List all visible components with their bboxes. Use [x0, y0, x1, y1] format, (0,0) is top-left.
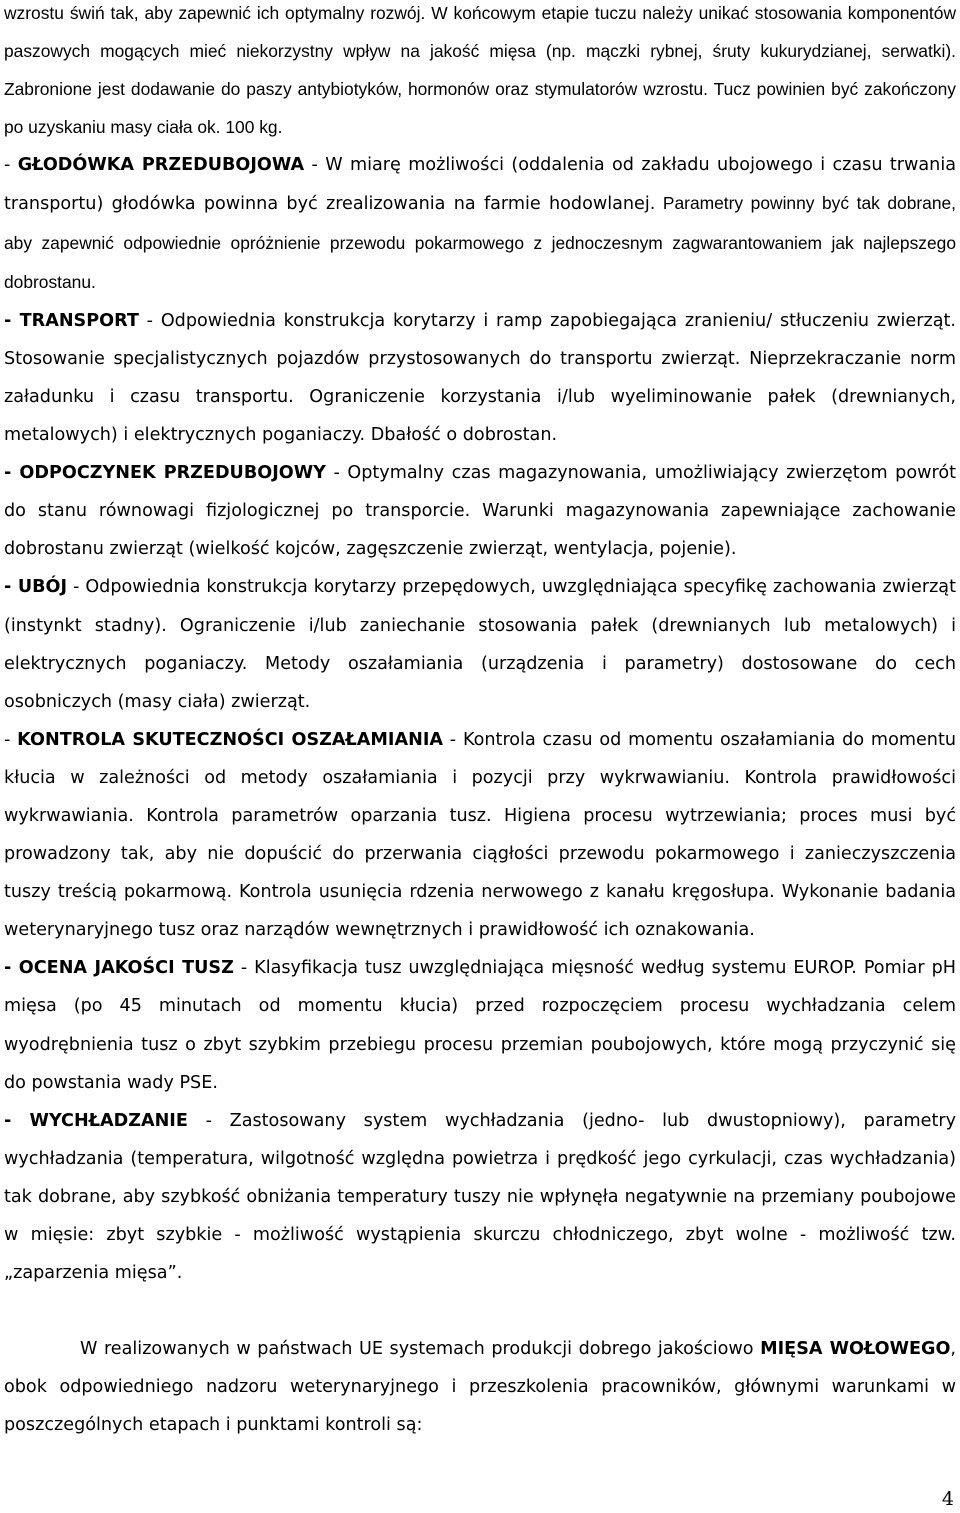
- section-heading-fasting: GŁODÓWKA PRZEDUBOJOWA: [17, 155, 305, 176]
- paragraph-beef-intro: [4, 1330, 956, 1444]
- paragraph-text: - Odpowiednia konstrukcja korytarzy i ramp zapobiegająca zranieniu/ stłuczeniu zwierząt. Stosowanie specjalistycznych pojazdów przystosowanych do transportu zwierząt. Nieprzekraczanie norm załadunku i czasu transportu. Ograniczenie korzystania i/lub wyeliminowanie pałek (drewnianych, metalowych) i elektrycznych poganiaczy. Dbałość o dobrostan.: [4, 310, 956, 446]
- paragraph-transport: [4, 302, 956, 454]
- paragraph-carcass-quality: [4, 949, 956, 1101]
- paragraph-slaughter: [4, 568, 956, 720]
- section-heading-slaughter: - UBÓJ: [4, 577, 68, 598]
- paragraph-text: W realizowanych w państwach UE systemach produkcji dobrego jakościowo: [80, 1339, 761, 1360]
- paragraph-text: wzrostu świń tak, aby zapewnić ich optymalny rozwój. W końcowym etapie tuczu należy unikać stosowania komponentów paszowych mogących mieć niekorzystny wpływ na jakość mięsa (np. mączki rybnej, śruty kukurydzianej, serwatki). Zabronione jest dodawanie do paszy antybiotyków, hormonów oraz stymulatorów wzrostu. Tucz powinien być zakończony po uzyskaniu masy ciała ok. 100 kg.: [4, 3, 956, 138]
- paragraph-text: , obok odpowiedniego nadzoru weterynaryjnego i przeszkolenia pracowników, głównymi warunkami w poszczególnych etapach i punktami kontroli są:: [4, 1339, 956, 1436]
- document-page: [4, 0, 956, 1444]
- section-heading-transport: - TRANSPORT: [4, 310, 139, 331]
- paragraph-text: - Optymalny czas magazynowania, umożliwiający zwierzętom powrót do stanu równowagi fizjologicznej po transporcie. Warunki magazynowania zapewniające zachowanie dobrostanu zwierząt (wielkość kojców, zagęszczenie zwierząt, wentylacja, pojenie).: [4, 463, 957, 560]
- paragraph-feeding: [4, 0, 956, 146]
- page-number: 4: [941, 1488, 954, 1510]
- paragraph-text: - Kontrola czasu od momentu oszałamiania do momentu kłucia w zależności od metody oszałamiania i pozycji przy wykrwawianiu. Kontrola prawidłowości wykrwawiania. Kontrola parametrów oparzania tusz. Higiena procesu wytrzewiania; proces musi być prowadzony tak, aby nie dopuścić do przerwania ciągłości przewodu pokarmowego i zanieczyszczenia tuszy treścią pokarmową. Kontrola usunięcia rdzenia nerwowego z kanału kręgosłupa. Wykonanie badania weterynaryjnego tusz oraz narządów wewnętrznych i prawidłowość ich oznakowania.: [4, 729, 956, 941]
- paragraph-text: - W miarę możliwości (oddalenia od zakładu ubojowego i czasu trwania transportu) głodówka powinna być zrealizowania na farmie hodowlanej.: [4, 155, 956, 215]
- paragraph-text: - Klasyfikacja tusz uwzględniająca mięsność według systemu EUROP. Pomiar pH mięsa (po 45 minutach od momentu kłucia) przed rozpoczęciem procesu wychładzania celem wyodrębnienia tusz o zbyt szybkim przebiegu procesu przemian poubojowych, które mogą przyczynić się do powstania wady PSE.: [4, 958, 956, 1093]
- paragraph-cooling: [4, 1102, 956, 1292]
- paragraph-fasting: - GŁODÓWKA PRZEDUBOJOWA - W miarę możliwości (oddalenia od zakładu ubojowego i czasu trwania transportu) głodówka powinna być zrealizowania na farmie hodowlanej. Parametry powinny być tak dobrane, aby zapewnić odpowiednie opróżnienie przewodu pokarmowego z jednoczesnym zagwarantowaniem jak najlepszego dobrostanu.: [4, 155, 956, 292]
- section-heading-rest: - ODPOCZYNEK PRZEDUBOJOWY: [4, 463, 326, 484]
- paragraph-text: - Odpowiednia konstrukcja korytarzy przepędowych, uwzględniająca specyfikę zachowania zwierząt (instynkt stadny). Ograniczenie i/lub zaniechanie stosowania pałek (drewnianych lub metalowych) i elektrycznych poganiaczy. Metody oszałamiania (urządzenia i parametry) dostosowane do cech osobniczych (masy ciała) zwierząt.: [4, 577, 956, 712]
- paragraph-rest: [4, 454, 956, 568]
- section-heading-carcass-quality: - OCENA JAKOŚCI TUSZ: [4, 958, 234, 979]
- paragraph-stunning-control: - KONTROLA SKUTECZNOŚCI OSZAŁAMIANIA - Kontrola czasu od momentu oszałamiania do momentu kłucia w zależności od metody oszałamiania i pozycji przy wykrwawianiu. Kontrola prawidłowości wykrwawiania. Kontrola parametrów oparzania tusz. Higiena procesu wytrzewiania; proces musi być prowadzony tak, aby nie dopuścić do przerwania ciągłości przewodu pokarmowego i zanieczyszczenia tuszy treścią pokarmową. Kontrola usunięcia rdzenia nerwowego z kanału kręgosłupa. Wykonanie badania weterynaryjnego tusz oraz narządów wewnętrznych i prawidłowość ich oznakowania.: [4, 729, 956, 941]
- section-heading-cooling: - WYCHŁADZANIE: [4, 1110, 188, 1131]
- emphasis-beef: MIĘSA WOŁOWEGO: [760, 1339, 951, 1360]
- paragraph-text: Parametry powinny być tak dobrane, aby zapewnić odpowiednie opróżnienie przewodu pokarmowego z jednoczesnym zagwarantowaniem jak najlepszego dobrostanu.: [4, 193, 956, 292]
- section-heading-stunning-control: KONTROLA SKUTECZNOŚCI OSZAŁAMIANIA: [17, 729, 443, 750]
- paragraph-text: - Zastosowany system wychładzania (jedno- lub dwustopniowy), parametry wychładzania (temperatura, wilgotność względna powietrza i prędkość jego cyrkulacji, czas wychładzania) tak dobrane, aby szybkość obniżania temperatury tuszy nie wpłynęła negatywnie na przemiany poubojowe w mięsie: zbyt szybkie - możliwość wystąpienia skurczu chłodniczego, zbyt wolne - możliwość tzw. „zaparzenia mięsa”.: [4, 1110, 957, 1284]
